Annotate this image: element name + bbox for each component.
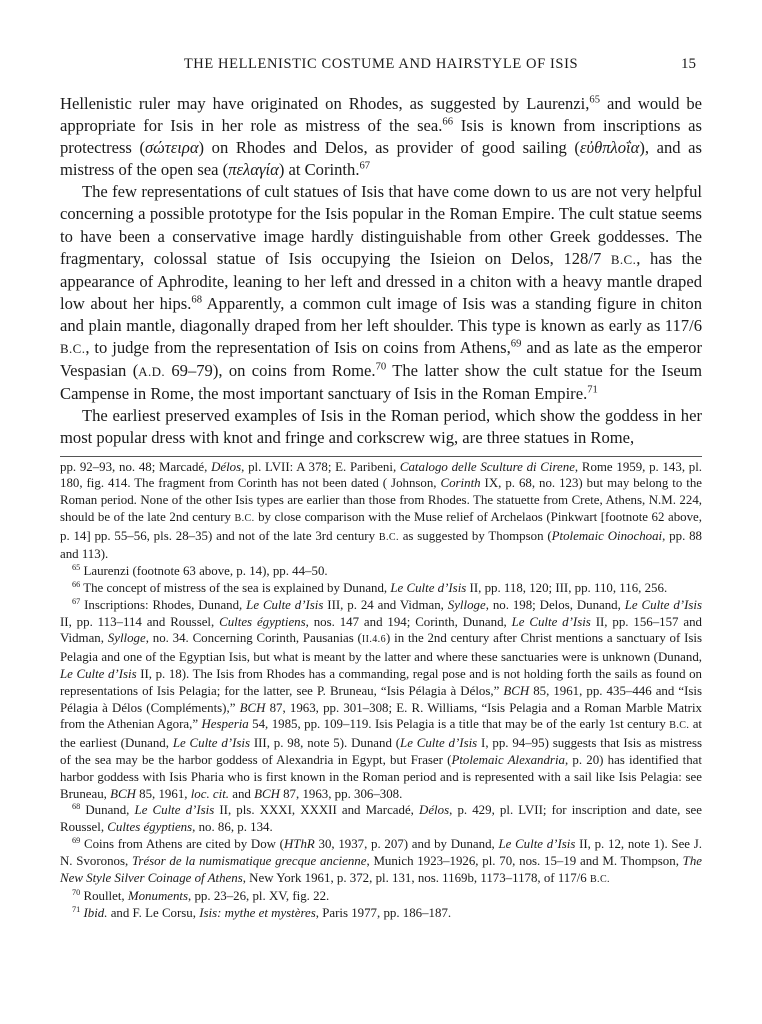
text-run: 87, 1963, pp. 301–308; E. R. Williams, “Isis Pelagia and a Roman Marble Matrix from the Athenian Agora,” xyxy=(60,700,702,732)
text-run: and F. Le Corsu, xyxy=(107,906,200,921)
footnote-ref: 65 xyxy=(589,94,601,106)
footnote-ref: 68 xyxy=(72,802,81,812)
italic-text: BCH xyxy=(503,683,530,698)
italic-text: Le Culte d’Isis xyxy=(134,803,215,818)
text-run: II, p. 18). The Isis from Rhodes has a commanding, regal pose and is not holding forth the sails as found on representations of Isis Pelagia; for the latter, see P. Bruneau, “Isis Pélagia à Délos,” xyxy=(60,667,702,698)
body-paragraph xyxy=(60,405,702,449)
text-run: as suggested by Thompson ( xyxy=(398,528,552,543)
footnote-ref: 71 xyxy=(587,384,598,396)
text-run: Apparently, a common cult image of Isis was a standing figure in chiton and plain mantle, diagonally draped from her left shoulder. This type is known as early as 117/6 xyxy=(60,293,703,335)
text-run: , p. 20) has identified that harbor goddess with Isis Pharia who is first known in the Roman period and is represented with a sail like Isis Pelagia: see Bruneau, xyxy=(60,753,702,801)
text-run: B.C. xyxy=(669,720,690,732)
text-run: , no. 198; Delos, Dunand, xyxy=(485,597,625,612)
text-run: Inscriptions: Rhodes, Dunand, xyxy=(80,597,247,612)
text-run: , Rome 1959, p. 143, pl. 180, fig. 414. The fragment from Corinth has not been dated ( Johnson, xyxy=(60,459,703,491)
text-run: , New York 1961, p. 372, pl. 131, nos. 1169b, 1173–1178, of 117/6 xyxy=(242,870,590,885)
italic-text: Sylloge xyxy=(107,631,146,646)
italic-text: Trésor de la numismatique grecque ancienne xyxy=(131,853,367,868)
text-run: I, pp. 94–95) suggests that Isis as mistress of the sea may be the harbor goddess of Alexandria in Egypt, but Fraser ( xyxy=(60,736,702,768)
footnote-ref: 68 xyxy=(191,294,202,306)
text-run: , nos. 147 and 194; Corinth, Dunand, xyxy=(305,614,512,629)
italic-text: Sylloge xyxy=(447,597,486,612)
text-run: ) on Rhodes and Delos, as provider of good sailing ( xyxy=(198,138,580,158)
italic-text: Le Culte d’Isis xyxy=(390,581,467,596)
italic-text: Le Culte d’Isis xyxy=(172,736,250,751)
text-run: B.C. xyxy=(60,341,86,357)
text-run: 85, 1961, pp. 435–446 and “Isis Pélagia à Délos (Compléments),” xyxy=(60,683,702,715)
italic-text: Hesperia xyxy=(201,717,249,732)
footnote-ref: 66 xyxy=(442,116,454,128)
text-run: II.4.6 xyxy=(361,634,387,646)
footnote-ref: 70 xyxy=(72,888,81,898)
footnote-71 xyxy=(60,905,702,922)
footnote-65 xyxy=(60,563,702,580)
italic-text: Monuments xyxy=(127,889,189,904)
italic-text: σώτειρα xyxy=(145,138,199,158)
footnote-69 xyxy=(60,836,702,888)
italic-text: BCH xyxy=(254,786,280,801)
italic-text: Ptolemaic Oinochoai xyxy=(551,528,663,543)
text-run: IX, p. 68, no. 123) but may belong to the Roman period. None of the other Isis types are earlier than those from Rhodes. The statuette from Crete, Athens, N.M. 224, should be of the late 2nd century xyxy=(60,476,702,524)
text-run: pp. 92–93, no. 48; Marcadé, xyxy=(60,459,212,474)
text-run: Dunand, xyxy=(80,803,135,818)
italic-text: Le Culte d’Isis xyxy=(60,667,137,682)
text-run: The concept of mistress of the sea is explained by Dunand, xyxy=(80,581,391,596)
italic-text: Catalogo delle Sculture di Cirene xyxy=(399,459,575,474)
page xyxy=(60,56,702,922)
text-run: ) in the 2nd century after Christ mentions a sanctuary of Isis Pelagia and one of the Egyptian Isis, but what is meant by the latter and where these sanctuaries were is unknown (Dunand, xyxy=(60,631,703,665)
italic-text: Cultes égyptiens xyxy=(107,820,193,835)
italic-text: HThR xyxy=(283,837,315,852)
italic-text: Le Culte d’Isis xyxy=(511,614,591,629)
footnote-continuation xyxy=(60,459,702,564)
footnote-ref: 69 xyxy=(510,338,522,350)
footnote-ref: 67 xyxy=(359,160,371,172)
text-run: Roullet, xyxy=(80,889,128,904)
text-run: Laurenzi (footnote 63 above, p. 14), pp. 44–50. xyxy=(80,564,328,579)
footnote-ref: 65 xyxy=(72,563,81,573)
footnote-67 xyxy=(60,597,702,803)
body-paragraph xyxy=(60,93,702,181)
text-run: , to judge from the representation of Isis on coins from Athens, xyxy=(85,338,511,358)
text-run: II, pp. 118, 120; III, pp. 110, 116, 256. xyxy=(466,581,668,596)
text-run: and as late as the emperor Vespasian ( xyxy=(60,338,702,381)
italic-text: Ptolemaic Alexandria xyxy=(451,753,565,768)
text-run: 69–79), on coins from Rome. xyxy=(165,361,376,381)
footnote-70 xyxy=(60,888,702,905)
text-run: B.C. xyxy=(589,873,610,885)
text-run: The few representations of cult statues of Isis that have come down to us are not very helpful concerning a possible prototype for the Isis popular in the Roman Empire. The cult statue seems to have been a conservative image hardly distinguishable from other Greek goddesses. The fragmentary, colossal statue of Isis occupying the Isieion on Delos, 128/7 xyxy=(60,182,702,268)
running-head: THE HELLENISTIC COSTUME AND HAIRSTYLE OF ISIS xyxy=(183,56,579,72)
text-run: B.C. xyxy=(234,512,255,524)
text-run: 87, 1963, pp. 306–308. xyxy=(279,786,403,801)
text-run: , no. 34. Concerning Corinth, Pausanias ( xyxy=(145,631,362,646)
page-header xyxy=(60,56,702,80)
text-run: Coins from Athens are cited by Dow ( xyxy=(80,837,284,852)
italic-text: Cultes égyptiens xyxy=(219,614,306,629)
text-run: II, pls. XXXI, XXXII and Marcadé, xyxy=(214,803,420,818)
text-run: 30, 1937, p. 207) and by Dunand, xyxy=(314,837,499,852)
text-run: The earliest preserved examples of Isis in the Roman period, which show the goddess in her most popular dress with knot and fringe and corkscrew wig, are three statues in Rome, xyxy=(60,406,702,448)
text-run: B.C. xyxy=(610,251,637,267)
text-run: , Paris 1977, pp. 186–187. xyxy=(315,906,452,921)
footnote-68 xyxy=(60,802,702,836)
footnote-ref: 67 xyxy=(72,596,81,606)
text-run: 85, 1961, xyxy=(135,786,191,801)
page-number: 15 xyxy=(681,56,696,72)
text-run: , pp. 23–26, pl. XV, fig. 22. xyxy=(188,889,330,904)
footnote-ref: 66 xyxy=(72,579,81,589)
text-run: , p. 429, pl. LVII; for inscription and date, see Roussel, xyxy=(60,803,702,835)
text-run: II, pp. 156–157 and Vidman, xyxy=(60,614,702,646)
text-run: B.C. xyxy=(378,531,399,543)
italic-text: Le Culte d’Isis xyxy=(246,597,324,612)
text-run: II, p. 12, note 1). See J. N. Svoronos, xyxy=(60,837,702,868)
text-run: ) at Corinth. xyxy=(278,160,360,180)
italic-text: BCH xyxy=(239,700,266,715)
footnote-ref: 71 xyxy=(72,905,81,915)
footnote-66 xyxy=(60,580,702,597)
text-run: , no. 86, p. 134. xyxy=(192,820,273,835)
italic-text: Le Culte d’Isis xyxy=(498,837,576,852)
footnote-ref: 70 xyxy=(375,361,387,373)
text-run: at the earliest (Dunand, xyxy=(60,717,703,751)
text-run: , Munich 1923–1926, pl. 70, nos. 15–19 and M. Thompson, xyxy=(366,853,683,868)
text-run: III, p. 98, note 5). Dunand ( xyxy=(249,736,401,751)
text-run: A.D. xyxy=(138,364,165,380)
text-run: , has the appearance of Aphrodite, leaning to her left and dressed in a chiton with a heavy mantle draped low about her hips. xyxy=(60,248,702,313)
body-text xyxy=(60,93,702,450)
italic-text: Ibid. xyxy=(83,906,108,921)
text-run: ), and as mistress of the open sea ( xyxy=(60,138,702,180)
italic-text: Délos xyxy=(211,459,242,474)
footnotes xyxy=(60,456,702,923)
text-run: Hellenistic ruler may have originated on Rhodes, as suggested by Laurenzi, xyxy=(60,94,590,113)
text-run: III, p. 24 and Vidman, xyxy=(323,597,448,612)
text-run: The latter show the cult statue for the Iseum Campense in Rome, the most important sanctuary of Isis in the Roman Empire. xyxy=(60,361,702,404)
text-run: 54, 1985, pp. 109–119. Isis Pelagia is a title that may be of the early 1st century xyxy=(248,717,670,732)
italic-text: Délos xyxy=(419,803,450,818)
body-paragraph xyxy=(60,181,702,405)
text-run: , pp. 88 and 113). xyxy=(60,528,703,562)
italic-text: εὐθπλοΐα xyxy=(579,138,640,158)
text-run: II, pp. 113–114 and Roussel, xyxy=(60,614,220,629)
italic-text: Le Culte d’Isis xyxy=(400,736,478,751)
text-run: and xyxy=(229,786,255,801)
italic-text: BCH xyxy=(110,786,136,801)
italic-text: Le Culte d’Isis xyxy=(624,597,702,612)
text-run: and would be appropriate for Isis in her role as mistress of the sea. xyxy=(60,94,702,136)
italic-text: The New Style Silver Coinage of Athens xyxy=(60,853,703,885)
text-run: Isis is known from inscriptions as protectress ( xyxy=(60,116,702,158)
text-run: by close comparison with the Muse relief of Archelaos (Pinkwart [footnote 62 above, p. 14] pp. 55–56, pls. 28–35) and not of the late 3rd century xyxy=(60,509,702,543)
footnote-ref: 69 xyxy=(72,835,81,845)
italic-text: πελαγία xyxy=(228,160,279,180)
italic-text: loc. cit. xyxy=(190,786,230,801)
italic-text: Corinth xyxy=(440,476,481,491)
text-run: , pl. LVII: A 378; E. Paribeni, xyxy=(241,459,400,474)
italic-text: Isis: mythe et mystères xyxy=(199,906,316,921)
